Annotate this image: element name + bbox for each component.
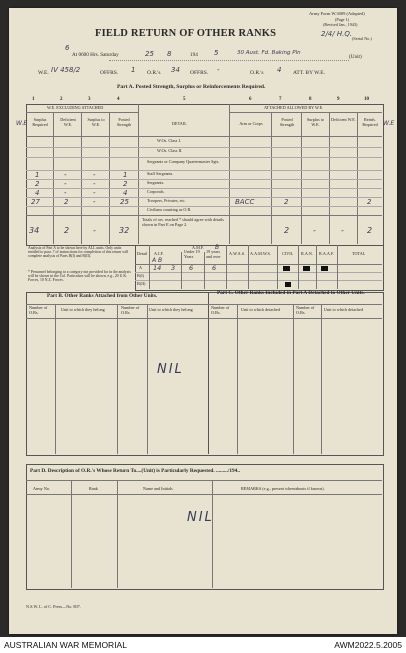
hw-r4-arm: BACC bbox=[235, 198, 255, 206]
hw-r4-c4: 25 bbox=[120, 198, 129, 206]
detail-cpls: Corporals. bbox=[147, 189, 165, 194]
head-under19: Under 19 Years bbox=[184, 249, 200, 259]
side-we-left: W.E bbox=[16, 120, 28, 127]
row-a-label: A bbox=[139, 265, 143, 270]
hw-aif: A B bbox=[152, 257, 163, 264]
hw-r2-c2: - bbox=[64, 180, 67, 188]
archive-footer bbox=[0, 637, 406, 653]
col-num-1: 1 bbox=[32, 97, 35, 102]
head-raaf: R.A.A.F. bbox=[319, 251, 335, 256]
unit-label: (Unit) bbox=[349, 54, 362, 60]
col-num-9: 9 bbox=[337, 97, 340, 102]
date-month: 8 bbox=[167, 50, 172, 58]
head-aif: A.I.F. bbox=[154, 251, 164, 256]
part-d-nil: NIL bbox=[187, 510, 214, 525]
detail-cqms: Sergeants or Company Quartermaster Sgts. bbox=[147, 159, 220, 164]
total-c10: 2 bbox=[367, 226, 373, 235]
serial-label: (Serial No.) bbox=[352, 36, 372, 41]
we-excluding-label: W.E. EXCLUDING ATTACHED bbox=[47, 105, 104, 110]
col-num-8: 8 bbox=[309, 97, 312, 102]
total-c2: 2 bbox=[64, 226, 70, 235]
part-b-title: Part B. Other Ranks Attached from Other Units. bbox=[47, 293, 158, 299]
detail-sgts: Sergeants. bbox=[147, 180, 165, 185]
ors-label: O.R.'s bbox=[147, 70, 161, 76]
ors2-label: O.R.'s bbox=[250, 70, 264, 76]
detail-wo1: W.Os. Class I. bbox=[157, 138, 181, 143]
col-num-3: 3 bbox=[88, 97, 91, 102]
mark-6: 6 bbox=[65, 44, 70, 52]
detail-privates: Troopers, Privates, etc. bbox=[147, 198, 186, 203]
head-surplus-2: Surplus to W.E. bbox=[306, 117, 325, 127]
printer-line: N.S.W. L. of C. Press—No. 807. bbox=[26, 604, 81, 609]
hw-r4-c1: 27 bbox=[31, 198, 40, 206]
head-19over: 19 years and over bbox=[206, 249, 221, 259]
b-col-num-1: Number of O.Rs. bbox=[29, 305, 48, 315]
hw-r2-c3: - bbox=[93, 180, 96, 188]
detail-wo2: W.Os. Class II. bbox=[157, 148, 183, 153]
attached-allowed-label: ATTACHED ALLOWED BY W.E. bbox=[264, 105, 324, 110]
form-title: FIELD RETURN OF OTHER RANKS bbox=[95, 28, 277, 39]
hw-r1-c3: - bbox=[93, 171, 96, 179]
blackout-4 bbox=[285, 282, 291, 287]
hw-r3-c3: - bbox=[93, 189, 96, 197]
col-num-10: 10 bbox=[364, 97, 369, 102]
total-c9: - bbox=[341, 226, 344, 235]
d-col-rank: Rank bbox=[89, 486, 98, 491]
hw-r4-c2: 2 bbox=[64, 198, 69, 206]
hw-r1-c2: - bbox=[64, 171, 67, 179]
hw-r4-c7: 2 bbox=[284, 198, 289, 206]
year-label: 194 bbox=[190, 52, 198, 58]
hw-r3-c2: - bbox=[64, 189, 67, 197]
analysis-text: Analysis of Part A to be shown here by ALL units. Only units entitled to para. 7 of instructions for completion of this return will complete analysis of Parts B(I) and B(II). bbox=[28, 246, 129, 259]
detail-civilians: Civilians counting as O.R. bbox=[147, 207, 192, 212]
hw-r2-c1: 2 bbox=[35, 180, 40, 188]
blackout-1 bbox=[283, 266, 290, 271]
total-c8: - bbox=[313, 226, 316, 235]
head-reinfs: Reinfs. Required bbox=[362, 117, 378, 127]
offrs2-value: - bbox=[217, 66, 220, 74]
total-c4: 32 bbox=[119, 226, 130, 235]
hw-a-amf: 3 bbox=[171, 264, 176, 272]
head-aamws: A.A.M.W.S. bbox=[250, 251, 271, 256]
c-col-num-1: Number of O.Rs. bbox=[211, 305, 230, 315]
c-col-unit-2: Unit to which detached bbox=[324, 307, 363, 312]
part-b-nil: NIL bbox=[157, 362, 184, 377]
detail-label: DETAIL bbox=[172, 121, 187, 126]
ors2-value: 4 bbox=[277, 66, 282, 74]
unit-handwritten: 30 Aust. Fd. Baking Pln bbox=[237, 50, 301, 56]
part-a-title: Part A. Posted Strength, Surplus or Reinforcements Required. bbox=[117, 84, 266, 90]
col-num-7: 7 bbox=[279, 97, 282, 102]
head-deficient: Deficient W.E. bbox=[60, 117, 76, 127]
head-surplus-required: Surplus Required bbox=[32, 117, 48, 127]
hw-r4-c10: 2 bbox=[367, 198, 372, 206]
total-c1: 34 bbox=[29, 226, 40, 235]
revised-label: (Revised Jan., 1943) bbox=[323, 22, 358, 27]
d-col-name: Name and Initials bbox=[143, 486, 173, 491]
part-c-title: Part C. Other Ranks Included in Part A Detached to Other Units. bbox=[217, 290, 365, 296]
c-col-unit-1: Unit to which detached bbox=[241, 307, 280, 312]
part-d-table bbox=[26, 464, 384, 590]
form-sheet bbox=[9, 8, 397, 634]
page-label: (Page 1) bbox=[335, 17, 350, 22]
offrs-label: OFFRS. bbox=[100, 70, 119, 76]
footer-right: AWM2022.5.2005 bbox=[334, 640, 402, 650]
analysis-detail-label: Detail bbox=[137, 251, 148, 256]
we-label: W.E. bbox=[38, 70, 49, 76]
footer-left: AUSTRALIAN WAR MEMORIAL bbox=[4, 640, 127, 650]
date-day: 25 bbox=[145, 50, 154, 58]
head-ran: R.A.N. bbox=[301, 251, 313, 256]
hw-amf: B bbox=[215, 244, 220, 251]
side-we-right: W.E bbox=[383, 120, 395, 127]
totals-label: Totals of ors. reached * should agree with details shown in Part E on Page 2. bbox=[142, 217, 224, 227]
hw-r3-c1: 4 bbox=[35, 189, 40, 197]
footnote-text: * Personnel belonging to a category not provided for in the analysis will be shown in the Col. Particulars will be shown, e.g., 20 U.K. Forces, 10 N.Z. Forces. bbox=[28, 270, 131, 283]
head-civil: CIVIL bbox=[282, 251, 294, 256]
b-col-num-2: Number of O.Rs. bbox=[121, 305, 140, 315]
blackout-2 bbox=[303, 266, 310, 271]
row-b2-label: B(II) bbox=[137, 281, 146, 286]
head-deficient-2: Deficient W.E. bbox=[331, 117, 356, 122]
hw-r4-c3: - bbox=[93, 198, 96, 206]
blackout-3 bbox=[321, 266, 328, 271]
d-col-army-no: Army No. bbox=[33, 486, 50, 491]
head-total: TOTAL bbox=[352, 251, 366, 256]
head-surplus-to-we: Surplus to W.E. bbox=[87, 117, 105, 127]
hw-r3-c4: 4 bbox=[123, 189, 128, 197]
hw-r1-c4: 1 bbox=[123, 171, 128, 179]
part-d-title: Part D. Description of O.R.'s Whose Return To....(Unit) is Particularly Requested. ........./194.. bbox=[30, 468, 241, 474]
col-num-4: 4 bbox=[117, 97, 120, 102]
date-prefix: At 0600 Hrs. Saturday bbox=[72, 52, 119, 58]
offrs2-label: OFFRS. bbox=[190, 70, 209, 76]
part-bc-table bbox=[26, 292, 384, 456]
row-b1-label: B(I) bbox=[137, 273, 144, 278]
head-posted-strength: Posted Strength bbox=[116, 117, 132, 127]
c-col-num-2: Number of O.Rs. bbox=[296, 305, 315, 315]
total-c3: - bbox=[93, 226, 96, 235]
serial-value: 2/4/ H.Q. bbox=[321, 30, 353, 38]
col-num-2: 2 bbox=[60, 97, 63, 102]
col-num-5: 5 bbox=[183, 97, 186, 102]
head-arm-corps: Arm or Corps bbox=[239, 121, 263, 126]
detail-staff-sgts: Staff Sergeants. bbox=[147, 171, 174, 176]
amf-label: A.M.F. bbox=[192, 245, 204, 250]
col-num-6: 6 bbox=[249, 97, 252, 102]
ors-value: 34 bbox=[171, 66, 180, 74]
hw-a-aif: 14 bbox=[153, 264, 162, 272]
att-label: ATT. BY W.E. bbox=[293, 70, 325, 76]
year-digit: 5 bbox=[214, 49, 219, 57]
hw-a-19: 6 bbox=[212, 264, 217, 272]
offrs-value: 1 bbox=[131, 66, 136, 74]
head-posted-strength-2: Posted Strength bbox=[279, 117, 295, 127]
head-awas: A.W.A.S. bbox=[229, 251, 246, 256]
hw-a-u19: 6 bbox=[189, 264, 194, 272]
total-c7: 2 bbox=[284, 226, 290, 235]
we-value: IV 458/2 bbox=[51, 66, 81, 74]
d-col-remarks: REMARKS (e.g., present whereabouts if known). bbox=[241, 486, 325, 491]
army-form-label: Army Form W.3009 (Adapted) bbox=[309, 11, 365, 16]
hw-r1-c1: 1 bbox=[35, 171, 40, 179]
b-col-unit-2: Unit to which they belong bbox=[149, 307, 193, 312]
b-col-unit-1: Unit to which they belong bbox=[61, 307, 105, 312]
hw-r2-c4: 2 bbox=[123, 180, 128, 188]
